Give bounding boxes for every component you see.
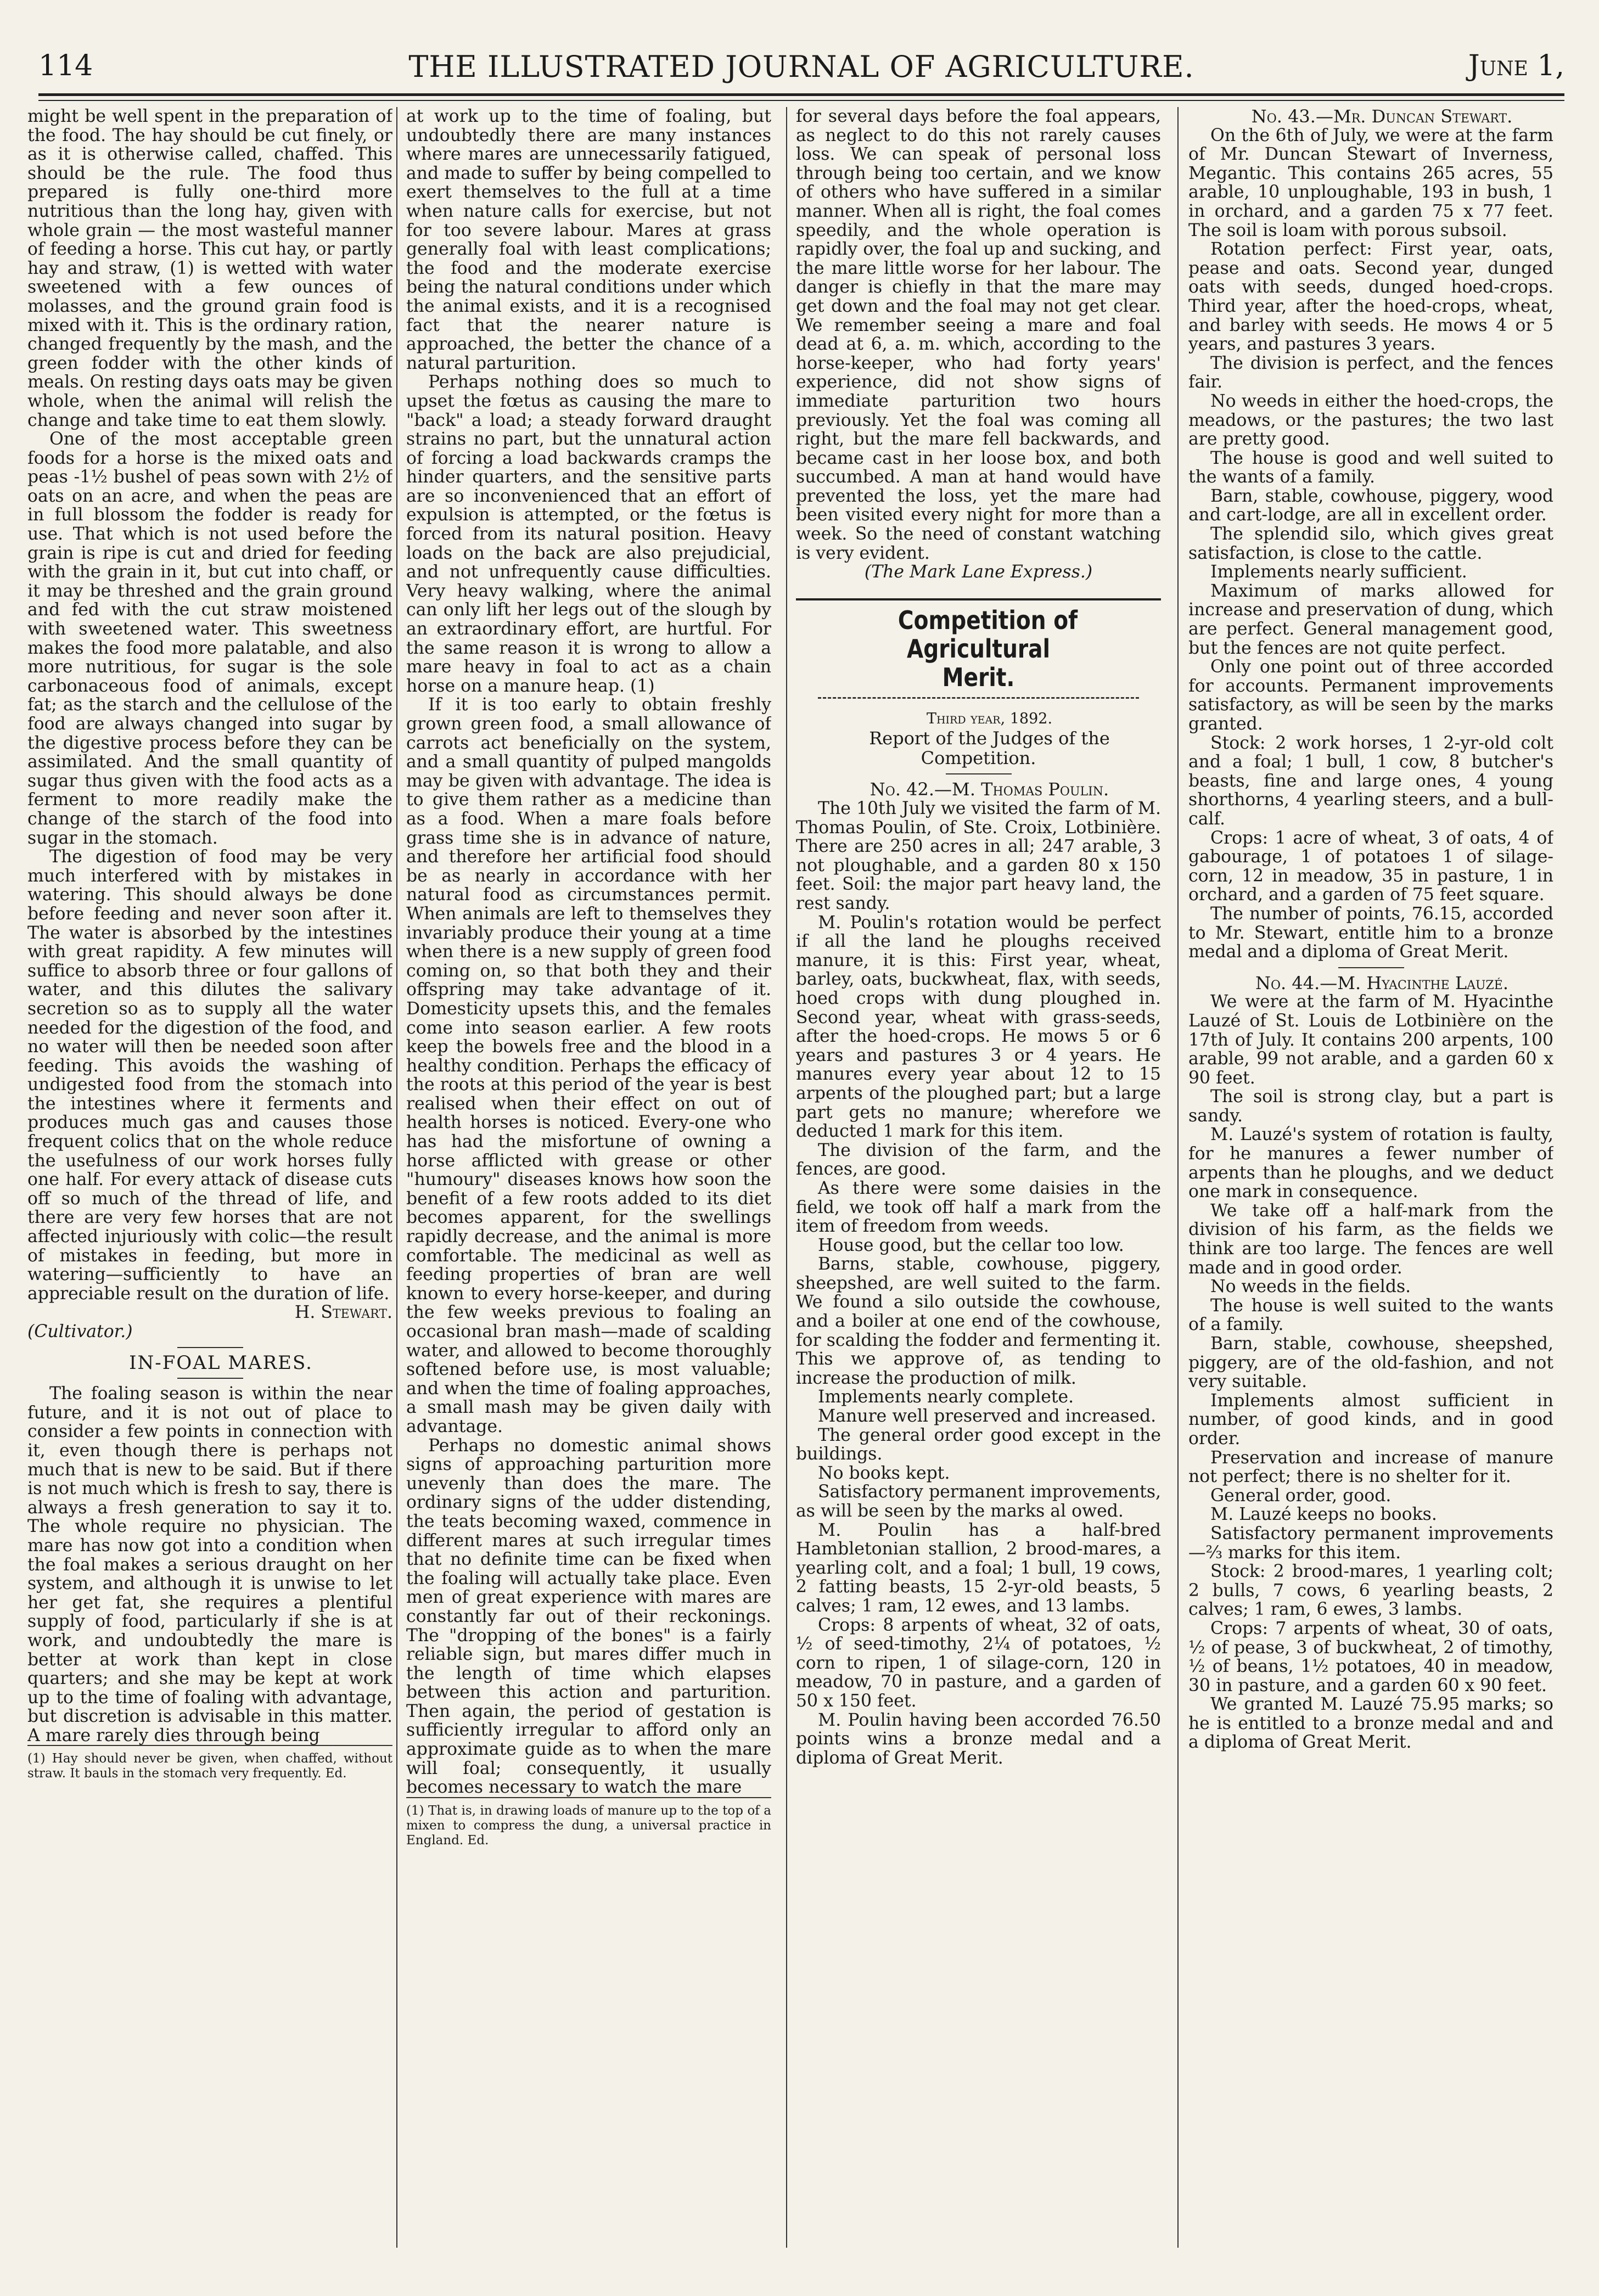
paragraph: No weeds in the fields.: [1210, 1277, 1411, 1297]
paragraph: The foaling season is within the near future, and it is not out of place to consider a few points in connection with it, even though there is perhaps not much that is new to be said. But if there is not much which is fresh to say, there is always a fresh generation to say it to. The whole require no physician. The mare has now got into a condition when the foal makes a serious draught on her system, and although it is unwise to let her get fat, she requires a plentiful supply of food, particularly if she is at work, and undoubtedly the mare is better at work than kept in close quarters; and she may be kept at work up to the time of foaling with advantage, but discretion is advisable in this matter. A mare rarely dies through being: [27, 1384, 392, 1745]
paragraph: Crops: 7 arpents of wheat, 30 of oats, ½ of pease, 3 of buckwheat, 2 of timothy, ½ of beans, 1½ potatoes, 40 in meadow, 30 in pasture, and a garden 60 x 90 feet.: [1188, 1618, 1553, 1696]
page-header: [38, 49, 1564, 99]
column-divider: [1177, 107, 1179, 2248]
paragraph: General order, good.: [1210, 1485, 1392, 1506]
paragraph: No books kept.: [818, 1463, 950, 1483]
paragraph: The division of the farm, and the fences, are good.: [796, 1140, 1161, 1180]
author-signature: H. Stewart.: [294, 1303, 392, 1323]
paragraph: at work up to the time of foaling, but undoubtedly there are many instances where mares are unnecessarily fatigued, and made to suffer by being compelled to exert themselves to the full at a time when nature calls for exercise, but not for too severe labour. Mares at grass generally foal with least complications; the food and the moderate exercise being the natural conditions under which the animal exists, and it is a recognised fact that the nearer nature is approached, the better the chance of a natural parturition.: [406, 107, 771, 373]
paragraph: Crops: 1 acre of wheat, 3 of oats, 4 of gabourage, 1 of potatoes 1 of silage-corn, 12 in meadow, 35 in pasture, 1 in orchard, and a garden of 75 feet square.: [1188, 828, 1553, 905]
paragraph: As there were some daisies in the field, we took off half a mark from the item of freedom from weeds.: [796, 1178, 1161, 1237]
paragraph: The digestion of food may be very much interfered with by mistakes in watering. This should always be done before feeding and never soon after it. The water is absorbed by the intestines with great rapidity. A few minutes will suffice to absorb three or four gallons of water, and this dilutes the salivary secretion so as to supply all the water needed for the digestion of the food, and no water will then be needed soon after feeding. This avoids the washing of undigested food from the stomach into the intestines where it ferments and produces much gas and causes those frequent colics that on the whole reduce the usefulness of our work horses fully one half. For every attack of disease cuts off so much of the thread of life, and there are very few horses that are not affected injuriously with colic—the result of mistakes in feeding, but more in watering—sufficiently to have an appreciable result on the duration of life.: [27, 847, 392, 1304]
paragraph: Rotation perfect: First year, oats, pease and oats. Second year, dunged oats with seeds, dunged hoed-crops. Third year, after the hoed-crops, wheat, and barley with seeds. He mows 4 or 5 years, and pastures 3 years.: [1188, 239, 1553, 355]
entry-heading: No. 44.—M. Hyacinthe Lauzé.: [1255, 972, 1509, 993]
paragraph: Barns, stable, cowhouse, piggery, sheepshed, are well suited to the farm. We found a silo outside the cowhouse, and a boiler at one end of the cowhouse, for scalding the fodder and fermenting it. This we approve of, as tending to increase the production of milk.: [796, 1254, 1161, 1388]
column-2: [406, 107, 771, 2248]
paragraph: The house is good and well suited to the wants of a family.: [1188, 448, 1553, 487]
entry-heading: No. 43.—Mr. Duncan Stewart.: [1251, 107, 1513, 127]
column-4: [1188, 107, 1553, 2248]
paragraph: M. Poulin having been accorded 76.50 points wins a bronze medal and a diploma of Great Merit.: [796, 1710, 1161, 1768]
paragraph: might be well spent in the preparation of the food. The hay should be cut finely, or as it is otherwise called, chaffed. This should be the rule. The food thus prepared is fully one-third more nutritious than the long hay, given with whole grain — the most wasteful manner of feeding a horse. This cut hay, or partly hay and straw, (1) is wetted with water sweetened with a few ounces of molasses, and the ground grain food is mixed with it. This is the ordinary ration, changed frequently by the mash, and the green fodder with the other kinds of meals. On resting days oats may be given whole, when the animal will relish the change and take time to eat them slowly.: [27, 107, 392, 430]
column-1: [27, 107, 392, 2248]
paragraph: The 10th July we visited the farm of M. Thomas Poulin, of Ste. Croix, Lotbinière. There are 250 acres in all; 247 arable, 3 not ploughable, and a garden 80 x 150 feet. Soil: the major part heavy land, the rest sandy.: [796, 799, 1161, 913]
paragraph: The division is perfect, and the fences fair.: [1188, 353, 1553, 392]
paragraph: Implements nearly complete.: [818, 1387, 1074, 1407]
section-rule: [1338, 967, 1404, 968]
source-citation: (Cultivator.): [27, 1322, 133, 1341]
journal-title: THE ILLUSTRATED JOURNAL OF AGRICULTURE.: [408, 49, 1194, 84]
entry-heading: No. 42.—M. Thomas Poulin.: [869, 779, 1109, 800]
paragraph: Stock: 2 brood-mares, 1 yearling colt; 2 bulls, 7 cows, 6 yearling beasts, 2 calves; 1 ram, 6 ewes, 3 lambs.: [1188, 1562, 1553, 1620]
section-rule: [818, 697, 1139, 699]
paragraph: M. Lauzé's system of rotation is faulty, for he manures a fewer number of arpents than he ploughs, and we deduct one mark in consequence.: [1188, 1125, 1553, 1202]
footnote: (1) That is, in drawing loads of manure up to the top of a mixen to compress the dung, a universal practice in England. Ed.: [406, 1797, 771, 1848]
paragraph: Barn, stable, cowhouse, sheepshed, piggery, are of the old-fashion, and not very suitable.: [1188, 1334, 1553, 1392]
paragraph: One of the most acceptable green foods for a horse is the mixed oats and peas -1½ bushel of peas sown with 2½ of oats on an acre, and when the peas are in full blossom the fodder is ready for use. That which is not used before the grain is ripe is cut and dried for feeding with the grain in it, but cut into chaff, or it may be threshed and the grain ground and fed with the cut straw moistened with sweetened water. This sweetness makes the food more palatable, and also more nutritious, for sugar is the sole carbonaceous food of animals, except fat; as the starch and the cellulose of the food are always changed into sugar by the digestive process before they can be assimilated. And the small quantity of sugar thus given with the food acts as a ferment to more readily make the change of the starch of the food into sugar in the stomach.: [27, 429, 392, 848]
paragraph: M. Poulin's rotation would be perfect if all the land he ploughs received manure, it is this: First year, wheat, barley, oats, buckwheat, flax, with seeds, hoed crops with dung ploughed in. Second year, wheat with grass-seeds, after the hoed-crops. He mows 5 or 6 years and pastures 3 or 4 years. He manures every year about 12 to 15 arpents of the ploughed part; but a large part gets no manure; wherefore we deducted 1 mark for this item.: [796, 912, 1161, 1142]
column-divider: [786, 107, 787, 2248]
column-3: [796, 107, 1161, 2248]
paragraph: Perhaps no domestic animal shows signs of approaching parturition more unevenly than does the mare. The ordinary signs of the udder distending, the teats becoming waxed, commence in different mares at such irregular times that no definite time can be fixed when the foaling will actually take place. Even men of great experience with mares are constantly far out of their reckonings. The "dropping of the bones" is a fairly reliable sign, but mares differ much in the length of time which elapses between this action and parturition. Then again, the period of gestation is sufficiently irregular to afford only an approximate guide as to when the mare will foal; consequently, it usually becomes necessary to watch the mare: [406, 1435, 771, 1798]
issue-date: June 1,: [1468, 49, 1564, 82]
section-rule: [177, 1347, 243, 1348]
paragraph: The number of points, 76.15, accorded to Mr. Stewart, entitle him to a bronze medal and a diploma of Great Merit.: [1188, 903, 1553, 962]
paragraph: Manure well preserved and increased.: [818, 1406, 1157, 1427]
paragraph: Only one point out of three accorded for accounts. Permanent improvements satisfactory, as will be seen by the marks granted.: [1188, 657, 1553, 734]
paragraph: Implements almost sufficient in number, of good kinds, and in good order.: [1188, 1390, 1553, 1449]
report-title: Report of the Judges of the Competition.: [869, 728, 1110, 769]
competition-heading: [823, 606, 1134, 692]
footnote: (1) Hay should never be given, when chaffed, without straw. It bauls in the stomach very frequently. Ed.: [27, 1745, 392, 1781]
header-rule: [38, 93, 1564, 96]
paragraph: The general order good except in the buildings.: [796, 1425, 1161, 1464]
paragraph: Satisfactory permanent improvements, as will be seen by the marks al owed.: [796, 1482, 1161, 1521]
paragraph: Preservation and increase of manure not perfect; there is no shelter for it.: [1188, 1447, 1553, 1487]
paragraph: M. Poulin has a half-bred Hambletonian stallion, 2 brood-mares, a yearling colt, and a foal; 1 bull, 19 cows, 2 fatting beasts, 15 2-yr-old beasts, 5 calves; 1 ram, 12 ewes, and 13 lambs.: [796, 1520, 1161, 1616]
section-rule: [796, 598, 1161, 600]
paragraph: for several days before the foal appears, as neglect to do this not rarely causes loss. We can speak of personal loss through being too certain, and we know of others who have suffered in a similar manner. When all is right, the foal comes speedily, and the whole operation is rapidly over, the foal up and sucking, and the mare little worse for her labour. The danger is chiefly in that the mare may get down and the foal may not get clear. We remember seeing a mare and foal dead at 6, a. m. which, according to the horse-keeper, who had forty years' experience, did not show signs of immediate parturition two hours previously. Yet the foal was coming all right, but the mare fell backwards, and became cast in her loose box, and both succumbed. A man at hand would have prevented the loss, yet the mare had been visited every night for more than a week. So the need of constant watching is very evident.: [796, 107, 1161, 563]
paragraph: M. Lauzé keeps no books.: [1210, 1505, 1437, 1525]
paragraph: Satisfactory permanent improvements—⅔ marks for this item.: [1188, 1523, 1553, 1563]
year-line: Third year, 1892.: [926, 710, 1053, 727]
paragraph: We were at the farm of M. Hyacinthe Lauzé of St. Louis de Lotbinière on the 17th of July. It contains 200 arpents, 100 arable, 99 not arable, and a garden 60 x 90 feet.: [1188, 992, 1553, 1088]
header-rule-thin: [38, 100, 1564, 101]
paragraph: The house is well suited to the wants of a family.: [1188, 1295, 1553, 1335]
section-rule: [177, 1378, 243, 1379]
paragraph: Barn, stable, cowhouse, piggery, wood and cart-lodge, are all in excellent order.: [1188, 486, 1553, 525]
paragraph: The splendid silo, which gives great satisfaction, is close to the cattle.: [1188, 524, 1553, 563]
section-heading: IN-FOAL MARES.: [129, 1351, 313, 1374]
source-citation: (The Mark Lane Express.): [864, 562, 1093, 582]
paragraph: Perhaps nothing does so much to upset the fœtus as causing the mare to "back" a load; a steady forward draught strains no part, but the unnatural action of forcing a load backwards cramps the hinder quarters, and the sensitive parts are so inconvenienced that an effort of expulsion is attempted, or the fœtus is forced from its natural position. Heavy loads on the back are also prejudicial, and not unfrequently cause difficulties. Very heavy walking, where the animal can only lift her legs out of the slough by an extraordinary effort, are hurtful. For the same reason it is wrong to allow a mare heavy in foal to act as a chain horse on a manure heap. (1): [406, 372, 771, 696]
paragraph: Implements nearly sufficient.: [1210, 562, 1467, 582]
paragraph: The soil is strong clay, but a part is sandy.: [1188, 1087, 1553, 1126]
paragraph: Crops: 8 arpents of wheat, 32 of oats, ½ of seed-timothy, 2¼ of potatoes, ½ corn to ripen, 1 of silage-corn, 120 in meadow, 70 in pasture, and a garden of 50 x 150 feet.: [796, 1615, 1161, 1711]
paragraph: No weeds in either the hoed-crops, the meadows, or the pastures; the two last are pretty good.: [1188, 391, 1553, 450]
heading-line: Merit.: [942, 662, 1015, 692]
page-number: 114: [38, 49, 93, 82]
paragraph: We granted M. Lauzé 75.95 marks; so he is entitled to a bronze medal and and a diploma of Great Merit.: [1188, 1694, 1553, 1753]
column-divider: [396, 107, 397, 2248]
section-rule: [946, 773, 1012, 774]
paragraph: On the 6th of July, we were at the farm of Mr. Duncan Stewart of Inverness, Megantic. This contains 265 acres, 55 arable, 10 unploughable, 193 in bush, 1 in orchard, and a garden 75 x 77 feet. The soil is loam with porous subsoil.: [1188, 125, 1553, 240]
paragraph: Maximum of marks allowed for increase and preservation of dung, which are perfect. General management good, but the fences are not quite perfect.: [1188, 581, 1553, 658]
paragraph: Stock: 2 work horses, 1 2-yr-old colt and a foal; 1 bull, 1 cow, 8 butcher's beasts, fine and large ones, 4 young shorthorns, 4 yearling steers, and a bull-calf.: [1188, 733, 1553, 829]
paragraph: We take off a half-mark from the division of his farm, as the fields we think are too large. The fences are well made and in good order.: [1188, 1200, 1553, 1278]
heading-line: Competition of Agricultural: [897, 605, 1078, 664]
paragraph: If it is too early to obtain freshly grown green food, a small allowance of carrots act beneficially on the system, and a small quantity of pulped mangolds may be given with advantage. The idea is to give them rather as a medicine than as a food. When a mare foals before grass time she is in advance of nature, and therefore her artificial food should be as nearly in accordance with her natural food as circumstances permit. When animals are left to themselves they invariably produce their young at a time when there is a new supply of green food coming on, so that both they and their offspring may take advantage of it. Domesticity upsets this, and the females come into season earlier. A few roots keep the bowels free and the blood in a healthy condition. Perhaps the efficacy of the roots at this period of the year is best realised when their effect on out of health horses is noticed. Every-one who has had the misfortune of owning a horse afflicted with grease or other "humoury" diseases knows how soon the benefit of a few roots added to its diet becomes apparent, for the swellings rapidly decrease, and the animal is more comfortable. The medicinal as well as feeding properties of bran are well known to every horse-keeper, and during the few weeks previous to foaling an occasional bran mash—made of scalding water, and allowed to become thoroughly softened before use, is most valuable; and when the time of foaling approaches, a small mash may be given daily with advantage.: [406, 695, 771, 1436]
paragraph: House good, but the cellar too low.: [818, 1235, 1124, 1255]
